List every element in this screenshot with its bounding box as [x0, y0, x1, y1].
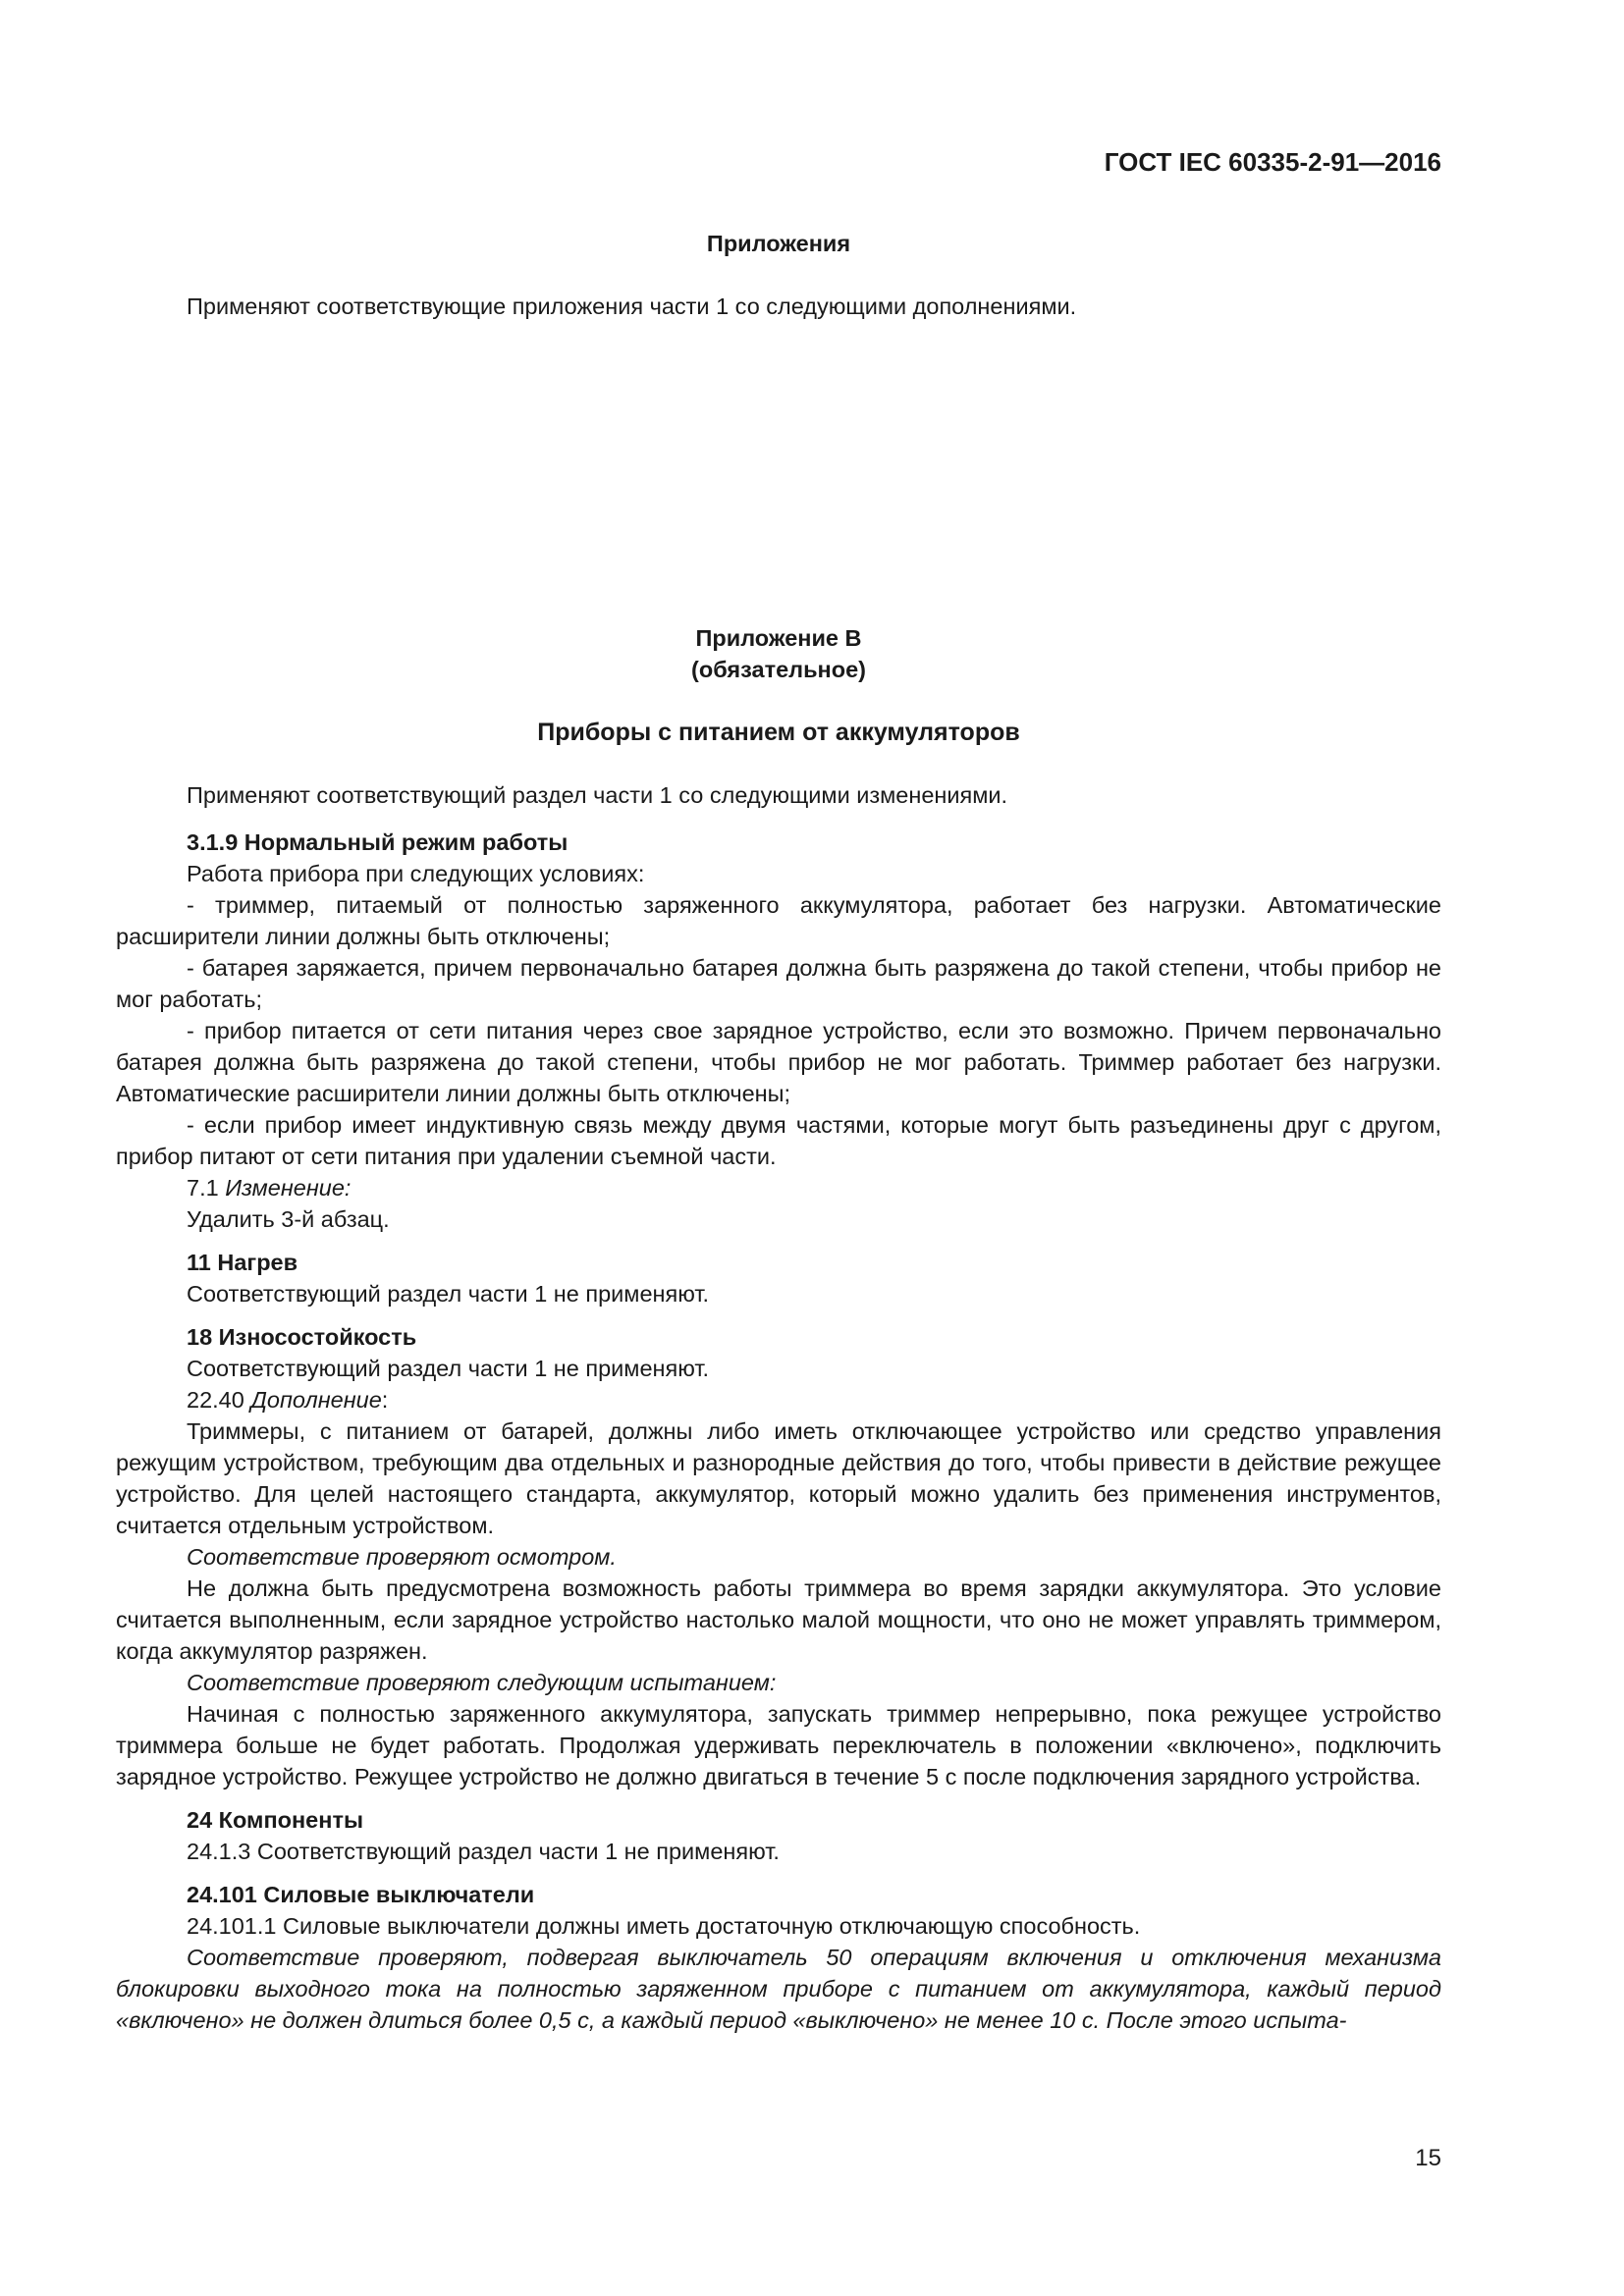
section-22-40-check2: Соответствие проверяют следующим испытанием: [187, 1670, 777, 1695]
section-3-1-9-p1: Работа прибора при следующих условиях: [187, 861, 645, 886]
section-22-40-check1: Соответствие проверяют осмотром. [187, 1544, 617, 1570]
section-24-101-p1: 24.101.1 Силовые выключатели должны иметь достаточную отключающую способность. [187, 1913, 1141, 1939]
section-11-text: Соответствующий раздел части 1 не применяют. [187, 1281, 710, 1307]
annex-body [116, 779, 1441, 2036]
appendices-title: Приложения [706, 231, 851, 256]
section-7-1-text: Удалить 3-й абзац. [187, 1206, 390, 1232]
page-number: 15 [1415, 2145, 1441, 2171]
section-22-40-p1: Триммеры, с питанием от батарей, должны либо иметь отключающее устройство или средство управления режущим устройством, требующим два отдельных и разнородные действия до того, чтобы привести в действие режущее устройство. Для целей настоящего стандарта, аккумулятор, который можно удалить без применения инструментов, считается отдельным устройством. [116, 1418, 1441, 1538]
annex-status: (обязательное) [691, 657, 866, 682]
section-18-text: Соответствующий раздел части 1 не применяют. [187, 1356, 710, 1381]
section-11-heading: 11 Нагрев [187, 1250, 298, 1275]
section-22-40-p3: Начиная с полностью заряженного аккумулятора, запускать триммер непрерывно, пока режущее устройство триммера больше не будет работать. Продолжая удерживать переключатель в положении «включено», подключить зарядное устройство. Режущее устройство не должно двигаться в течение 5 с после подключения зарядного устройства. [116, 1701, 1441, 1789]
section-24-text: 24.1.3 Соответствующий раздел части 1 не применяют. [187, 1839, 780, 1864]
section-22-40-label: Дополнение [250, 1387, 382, 1413]
appendices-intro: Применяют соответствующие приложения части 1 со следующими дополнениями. [187, 294, 1077, 319]
section-24-101-heading: 24.101 Силовые выключатели [187, 1882, 535, 1907]
section-3-1-9-heading: 3.1.9 Нормальный режим работы [187, 829, 568, 855]
annex-label: Приложение В [695, 625, 862, 651]
section-22-40 [116, 1384, 1441, 1415]
section-22-40-number: 22.40 [187, 1387, 251, 1413]
annex-intro: Применяют соответствующий раздел части 1 со следующими изменениями. [187, 782, 1008, 808]
section-3-1-9-p2: - триммер, питаемый от полностью заряженного аккумулятора, работает без нагрузки. Автоматические расширители линии должны быть отключены; [116, 892, 1441, 949]
section-3-1-9-p4: - прибор питается от сети питания через свое зарядное устройство, если это возможно. Причем первоначально батарея должна быть разряжена до такой степени, чтобы прибор не мог работать. Триммер работает без нагрузки. Автоматические расширители линии должны быть отключены; [116, 1018, 1441, 1106]
section-24-heading: 24 Компоненты [187, 1807, 364, 1833]
section-22-40-colon: : [381, 1387, 389, 1413]
document-code: ГОСТ IEC 60335-2-91—2016 [1104, 147, 1441, 177]
annex-title: Приборы с питанием от аккумуляторов [537, 719, 1020, 746]
section-7-1-number: 7.1 [187, 1175, 226, 1201]
section-7-1 [116, 1172, 1441, 1203]
section-3-1-9-p3: - батарея заряжается, причем первоначально батарея должна быть разряжена до такой степени, чтобы прибор не мог работать; [116, 955, 1441, 1012]
section-18-heading: 18 Износостойкость [187, 1324, 417, 1350]
section-24-101-check: Соответствие проверяют, подвергая выключатель 50 операциям включения и отключения механизма блокировки выходного тока на полностью заряженном приборе с питанием от аккумулятора, каждый период «включено» не должен длиться более 0,5 с, а каждый период «выключено» не менее 10 с. После этого испыта- [116, 1945, 1441, 2033]
section-22-40-p2: Не должна быть предусмотрена возможность работы триммера во время зарядки аккумулятора. Это условие считается выполненным, если зарядное устройство настолько малой мощности, что оно не может управлять триммером, когда аккумулятор разряжен. [116, 1575, 1441, 1664]
section-3-1-9-p5: - если прибор имеет индуктивную связь между двумя частями, которые могут быть разъединены друг с другом, прибор питают от сети питания при удалении съемной части. [116, 1112, 1441, 1169]
section-7-1-label: Изменение: [225, 1175, 352, 1201]
